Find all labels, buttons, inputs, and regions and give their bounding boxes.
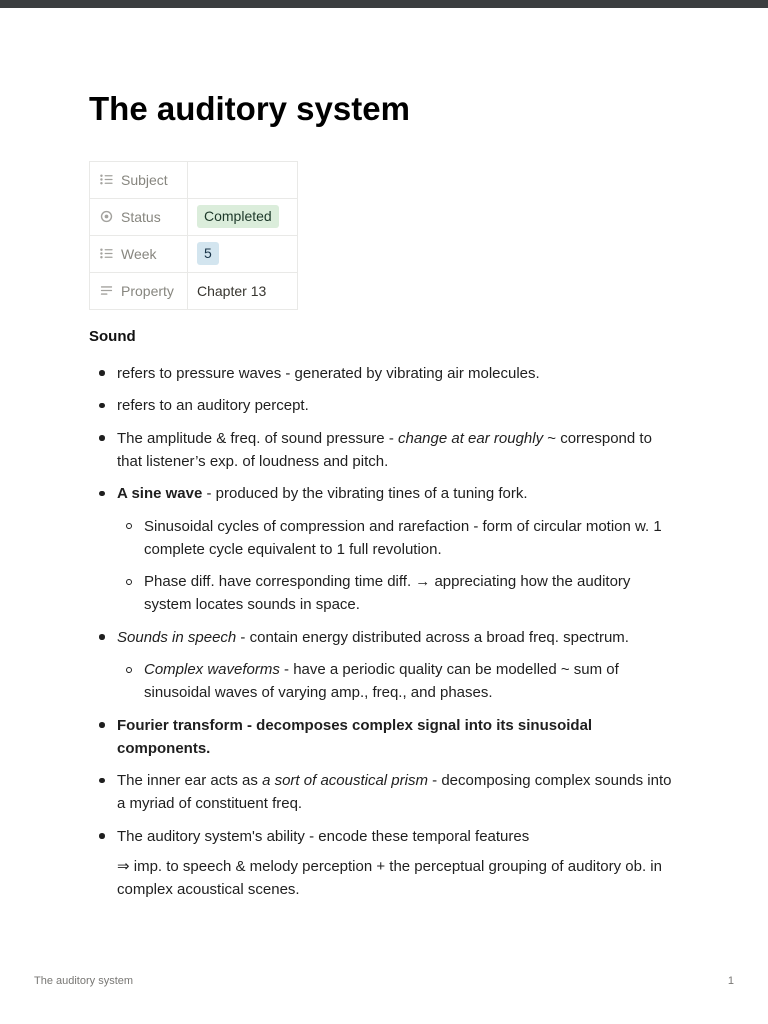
text-segment: A sine wave <box>117 485 203 503</box>
page-footer <box>34 975 734 987</box>
open-circle-bullet-marker <box>126 667 132 673</box>
list-item <box>89 427 679 473</box>
list-item-text <box>117 362 679 385</box>
property-label-cell <box>90 273 188 310</box>
text-segment: Phase diff. have corresponding time diff. → appreciating how the auditory system locates sounds in space. <box>144 573 631 614</box>
property-value-cell[interactable] <box>188 273 298 310</box>
text-segment: Sounds in speech <box>117 628 237 646</box>
property-label: Week <box>121 245 157 262</box>
property-value-cell[interactable] <box>188 236 298 273</box>
text-segment: ~ correspond to that listener’s exp. of loudness and pitch. <box>117 429 652 470</box>
property-value-text[interactable]: Chapter 13 <box>197 282 267 299</box>
marker-cell <box>116 658 144 704</box>
list-item <box>89 714 679 760</box>
marker-cell <box>89 482 117 505</box>
property-value-badge[interactable]: 5 <box>197 242 219 265</box>
list-item <box>116 570 679 616</box>
list-item <box>116 658 679 704</box>
marker-cell <box>89 626 117 649</box>
marker-cell <box>89 825 117 848</box>
property-label: Subject <box>121 171 168 188</box>
list-item-text <box>117 394 679 417</box>
list-item <box>89 626 679 649</box>
text-segment: The amplitude & freq. of sound pressure - <box>117 429 398 447</box>
text-segment: refers to an auditory percept. <box>117 397 309 415</box>
marker-cell <box>89 769 117 815</box>
text-segment: ⇒ imp. to speech & melody perception + the perceptual grouping of auditory ob. in complex acoustical scenes. <box>117 858 662 899</box>
text-segment: Fourier transform - decomposes complex signal into its sinusoidal components. <box>117 716 593 757</box>
list-item-text <box>144 570 679 616</box>
text-segment: - have a periodic quality can be modelled ~ sum of sinusoidal waves of varying amp., freq., and phases. <box>144 661 619 702</box>
list-item <box>89 362 679 385</box>
bullet-marker <box>99 778 105 784</box>
list-item-text <box>144 515 679 561</box>
list-item-text <box>144 658 679 704</box>
page-title: The auditory system <box>89 90 410 127</box>
list-item <box>89 394 679 417</box>
content-list <box>89 362 679 902</box>
marker-cell <box>89 394 117 417</box>
bullet-marker <box>99 370 105 376</box>
top-bar <box>0 0 768 8</box>
list-item-text <box>117 427 679 473</box>
footer-page-number: 1 <box>727 975 734 987</box>
list-item-text <box>117 825 679 848</box>
bullet-marker <box>99 491 105 497</box>
bulleted-list-icon <box>99 246 114 261</box>
text-segment: - contain energy distributed across a broad freq. spectrum. <box>236 628 629 646</box>
text-segment: Complex waveforms <box>144 661 280 679</box>
text-segment: change at ear roughly <box>397 429 544 447</box>
footer-title: The auditory system <box>34 975 134 987</box>
text-segment: a sort of acoustical prism <box>262 772 428 790</box>
document-page <box>0 8 768 901</box>
list-item-text <box>117 855 679 901</box>
text-segment: - produced by the vibrating tines of a tuning fork. <box>202 485 528 503</box>
property-value-badge[interactable]: Completed <box>197 205 279 228</box>
list-item <box>89 825 679 848</box>
marker-cell <box>116 515 144 561</box>
paragraph <box>117 855 679 901</box>
text-segment: refers to pressure waves - generated by vibrating air molecules. <box>117 364 540 382</box>
property-label-cell <box>90 199 188 236</box>
list-item-text <box>117 714 679 760</box>
list-item <box>89 769 679 815</box>
marker-cell <box>89 427 117 473</box>
marker-cell <box>89 362 117 385</box>
text-segment: Sinusoidal cycles of compression and rarefaction - form of circular motion w. 1 complete cycle equivalent to 1 full revolution. <box>144 517 662 558</box>
text-segment: - decomposing complex sounds into a myriad of constituent freq. <box>117 772 672 813</box>
marker-cell <box>89 714 117 760</box>
list-item-text <box>117 482 679 505</box>
property-label: Property <box>121 282 174 299</box>
open-circle-bullet-marker <box>126 523 132 529</box>
bullet-marker <box>99 833 105 839</box>
section-heading: Sound <box>89 327 136 345</box>
open-circle-bullet-marker <box>126 579 132 585</box>
status-icon <box>99 209 114 224</box>
property-value-cell[interactable] <box>188 162 298 199</box>
bulleted-list-icon <box>99 172 114 187</box>
list-item <box>89 482 679 505</box>
property-label: Status <box>121 208 161 225</box>
bullet-marker <box>99 435 105 441</box>
bullet-marker <box>99 722 105 728</box>
bullet-marker <box>99 634 105 640</box>
marker-cell <box>116 570 144 616</box>
property-value-cell[interactable] <box>188 199 298 236</box>
list-item <box>116 515 679 561</box>
text-segment: The inner ear acts as <box>117 772 263 790</box>
properties-table <box>89 161 298 310</box>
text-icon <box>99 283 114 298</box>
list-item-text <box>117 626 679 649</box>
property-label-cell <box>90 236 188 273</box>
bullet-marker <box>99 403 105 409</box>
property-label-cell <box>90 162 188 199</box>
list-item-text <box>117 769 679 815</box>
text-segment: The auditory system's ability - encode these temporal features <box>117 827 530 845</box>
